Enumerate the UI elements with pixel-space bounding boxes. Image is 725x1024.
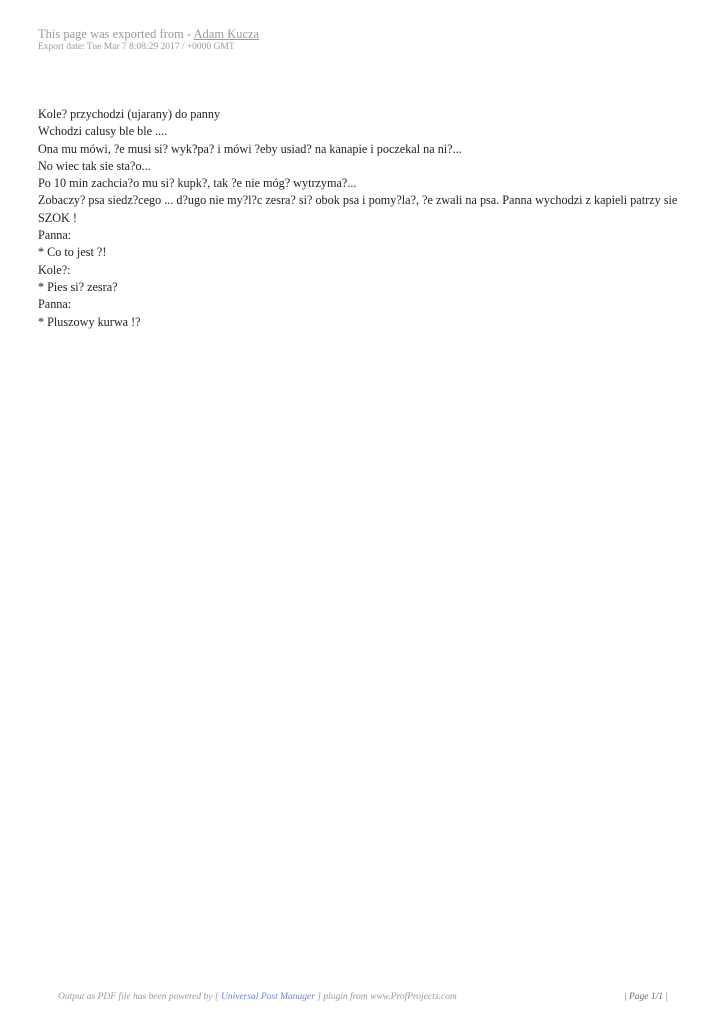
powered-by-credit <box>58 992 457 1002</box>
pdf-footer <box>0 992 725 1006</box>
content-line: * Co to jest ?! <box>38 245 107 260</box>
content-line: Wchodzi calusy ble ble .... <box>38 124 168 139</box>
content-line: SZOK ! <box>38 210 77 225</box>
export-source-line <box>38 27 259 41</box>
export-date-text: Export date: Tue Mar 7 8:08:29 2017 / +0000 GMT <box>38 42 235 52</box>
powered-suffix-text: ] plugin from www.ProfProjects.com <box>314 992 457 1002</box>
post-content <box>38 106 688 331</box>
export-header <box>38 27 259 53</box>
content-line: Ona mu mówi, ?e musi si? wyk?pa? i mówi ?eby usiad? na kanapie i poczekal na ni?... <box>38 141 462 156</box>
content-line: * Pies si? zesra? <box>38 279 118 294</box>
content-line: * Pluszowy kurwa !? <box>38 314 141 329</box>
export-prefix-text: This page was exported from - <box>38 27 194 41</box>
content-line: Po 10 min zachcia?o mu si? kupk?, tak ?e nie móg? wytrzyma?... <box>38 176 357 191</box>
site-name-link[interactable]: Adam Kucza <box>193 27 260 41</box>
content-line: Panna: <box>38 297 72 312</box>
content-line: Kole?: <box>38 262 71 277</box>
plugin-name-link[interactable]: Universal Post Manager <box>220 992 315 1002</box>
content-line: Panna: <box>38 228 72 243</box>
content-line: Kole? przychodzi (ujarany) do panny <box>38 107 221 121</box>
page-number: | Page 1/1 | <box>624 992 669 1002</box>
powered-prefix-text: Output as PDF file has been powered by [ <box>58 992 221 1002</box>
content-line: Zobaczy? psa siedz?cego ... d?ugo nie my?l?c zesra? si? obok psa i pomy?la?, ?e zwali na psa. Panna wychodzi z kapieli patrzy sie <box>38 193 678 208</box>
content-line: No wiec tak sie sta?o... <box>38 158 151 173</box>
